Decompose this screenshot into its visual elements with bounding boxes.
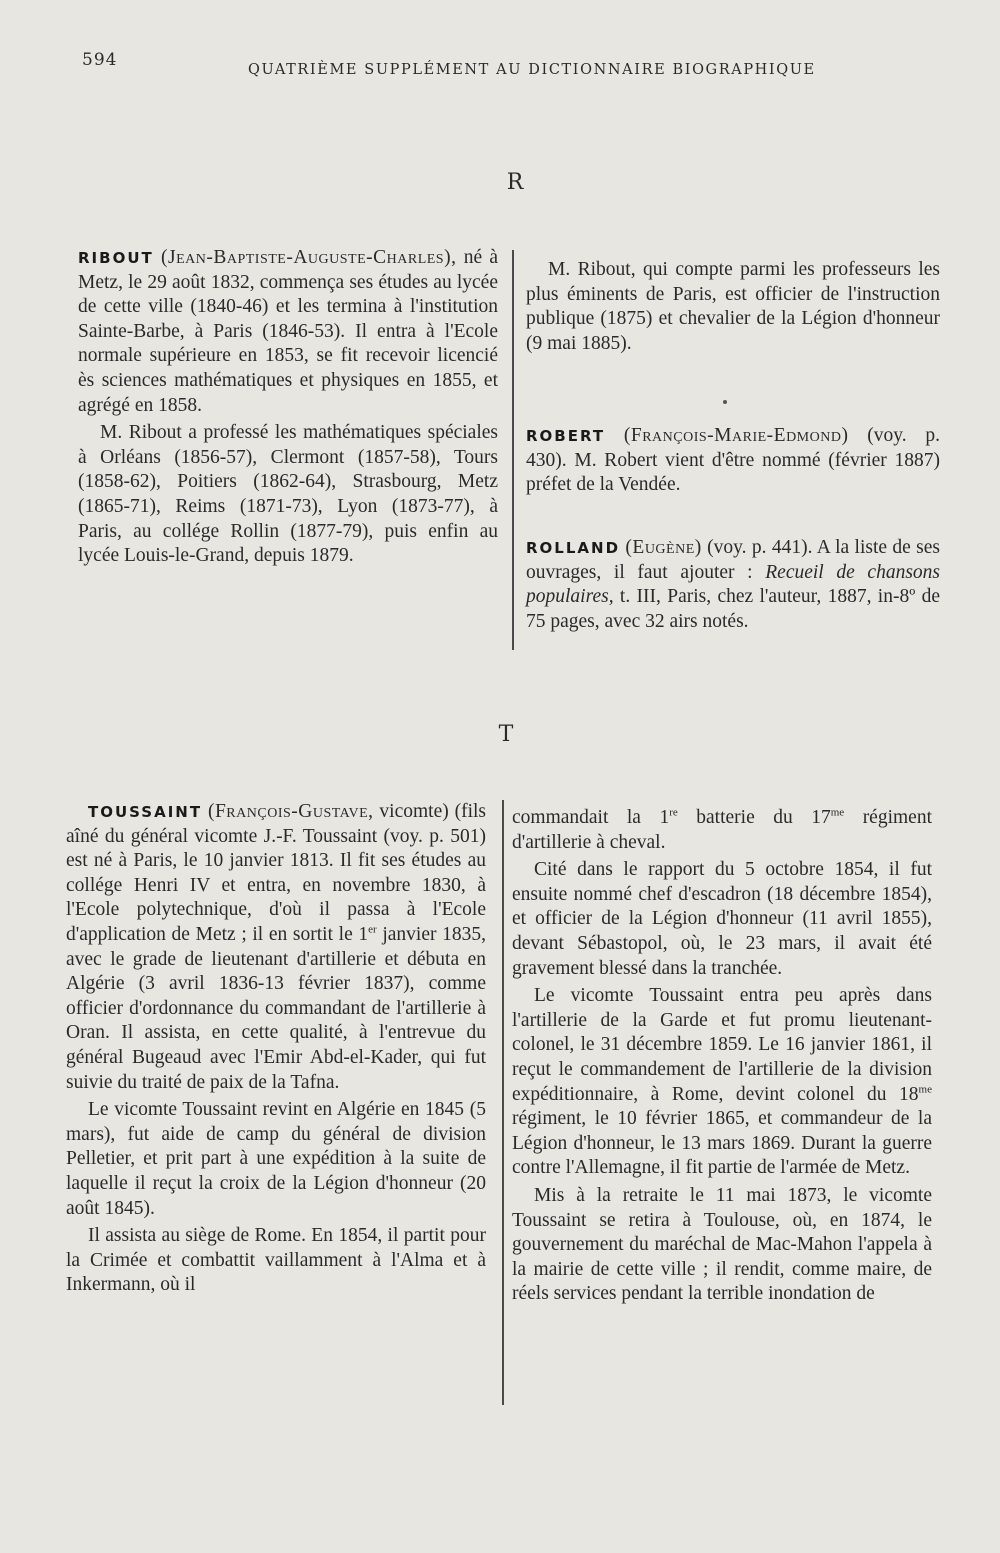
section-letter-r: R — [506, 170, 524, 195]
rolland-text-a: (voy. p. 441). A la liste de ses ouvrages, il faut ajouter : — [526, 537, 941, 583]
ribout-column — [78, 246, 498, 569]
rolland-paragraph — [526, 536, 940, 634]
toussaint-text-4c: régiment d'artillerie à cheval. — [512, 807, 932, 853]
toussaint-paragraph-6 — [512, 984, 932, 1181]
rolland-text-b: t. III, Paris, chez l'auteur, 1887, in-8º de 75 pages, avec 32 airs notés. — [526, 586, 940, 632]
toussaint-sup-me: me — [830, 806, 845, 819]
toussaint-column-right — [512, 806, 932, 1307]
toussaint-names: (François-Gustave, — [207, 801, 374, 822]
toussaint-paragraph-4 — [512, 806, 932, 855]
headword-robert: ROBERT — [526, 427, 606, 445]
toussaint-bio-1b: janvier 1835, avec le grade de lieutenant d'artillerie et débuta en Algérie (3 avril 1836-13 février 1837), comme officier d'ordonnance du commandant de l'artillerie à Oran. Il assista, en cette qualité, à l'entrevue du général Bugeaud avec l'Emir Abd-el-Kader, qui fut suivie du traité de paix de la Tafna. — [66, 923, 487, 1093]
toussaint-paragraph-3: Il assista au siège de Rome. En 1854, il partit pour la Crimée et combattit vaillamment à l'Alma et à Inkermann, où il — [66, 1225, 486, 1296]
toussaint-text-6a: Le vicomte Toussaint entra peu après dans l'artillerie de la Garde et fut promu lieutenant-colonel, le 31 décembre 1859. Le 16 janvier 1861, il reçut le commandement de l'artillerie de la division expéditionnaire, à Rome, devint colonel du 18 — [512, 985, 932, 1105]
headword-toussaint: TOUSSAINT — [88, 803, 203, 821]
ribout-paragraph-2: M. Ribout a professé les mathématiques spéciales à Orléans (1856-57), Clermont (1857-58), Tours (1858-62), Poitiers (1862-64), Strasbourg, Metz (1865-71), Reims (1871-73), Lyon (1873-77), à Paris, au collége Rollin (1877-79), puis enfin au lycée Louis-le-Grand, depuis 1879. — [78, 422, 498, 567]
rolland-names: (Eugène) — [625, 537, 702, 558]
section-letter-t: T — [498, 722, 514, 747]
rolland-entry — [526, 536, 940, 634]
page-number: 594 — [82, 50, 118, 70]
rolland-work-title: Recueil de chansons populaires, — [526, 561, 941, 608]
headword-rolland: ROLLAND — [526, 539, 621, 557]
separator-dot — [723, 400, 727, 404]
running-title: QUATRIÈME SUPPLÉMENT AU DICTIONNAIRE BIOGRAPHIQUE — [248, 62, 816, 78]
robert-names: (François-Marie-Edmond) — [623, 425, 849, 446]
ribout-bio-1: né à Metz, le 29 août 1832, commença ses études au lycée de cette ville (1840-46) et les termina à l'institution Sainte-Barbe, à Paris (1846-53). Il entra à l'Ecole normale supérieure en 1853, se fit recevoir licencié ès sciences mathématiques et physiques en 1855, et agrégé en 1858. — [78, 247, 499, 416]
headword-ribout: RIBOUT — [78, 249, 154, 267]
ribout-paragraph-3: M. Ribout, qui compte parmi les professeurs les plus éminents de Paris, est officier de l'instruction publique (1875) et chevalier de la Légion d'honneur (9 mai 1885). — [526, 259, 940, 354]
toussaint-paragraph-7: Mis à la retraite le 11 mai 1873, le vicomte Toussaint se retira à Toulouse, où, en 1874, le gouvernement du maréchal de Mac-Mahon l'appela à la mairie de cette ville ; il rendit, comme maire, de réels services pendant la terrible inondation de — [512, 1184, 932, 1305]
toussaint-bio-1a: vicomte) (fils aîné du général vicomte J.-F. Toussaint (voy. p. 501) est né à Paris, le 10 janvier 1813. Il fit ses études au collége Henri IV et entra, en novembre 1830, à l'Ecole polytechnique, d'où il passa à l'Ecole d'application de Metz ; il en sortit le 1 — [66, 801, 487, 945]
toussaint-sup-me-2: me — [918, 1083, 932, 1096]
column-rule-lower — [502, 800, 504, 1405]
toussaint-paragraph-2: Le vicomte Toussaint revint en Algérie en 1845 (5 mars), fut aide de camp du général de division Pelletier, et prit part à une expédition à la suite de laquelle il reçut la croix de la Légion d'honneur (20 août 1845). — [66, 1099, 486, 1219]
toussaint-sup-er: er — [368, 923, 377, 936]
ribout-names: (Jean-Baptiste-Auguste-Charles), — [160, 247, 457, 268]
toussaint-paragraph-5: Cité dans le rapport du 5 octobre 1854, il fut ensuite nommé chef d'escadron (18 décembre 1854), et officier de la Légion d'honneur (11 avril 1855), devant Sébastopol, où, le 23 mars, il avait été gravement blessé dans la tranchée. — [512, 859, 932, 979]
toussaint-text-4a: commandait la 1 — [512, 807, 670, 828]
toussaint-column-left — [66, 800, 486, 1298]
robert-text: (voy. p. 430). M. Robert vient d'être nommé (février 1887) préfet de la Vendée. — [526, 425, 940, 496]
toussaint-text-6b: régiment, le 10 février 1865, et commandeur de la Légion d'honneur, le 13 mars 1869. Durant la guerre contre l'Allemagne, il fit partie de l'armée de Metz. — [512, 1108, 932, 1179]
ribout-paragraph-1 — [78, 246, 498, 418]
toussaint-text-4b: batterie du 17 — [677, 807, 831, 828]
upper-right-column — [526, 258, 940, 356]
toussaint-paragraph-1 — [66, 800, 486, 1095]
robert-entry — [526, 424, 940, 498]
column-rule-upper — [512, 250, 514, 650]
robert-paragraph — [526, 424, 940, 498]
toussaint-sup-re: re — [669, 806, 678, 819]
